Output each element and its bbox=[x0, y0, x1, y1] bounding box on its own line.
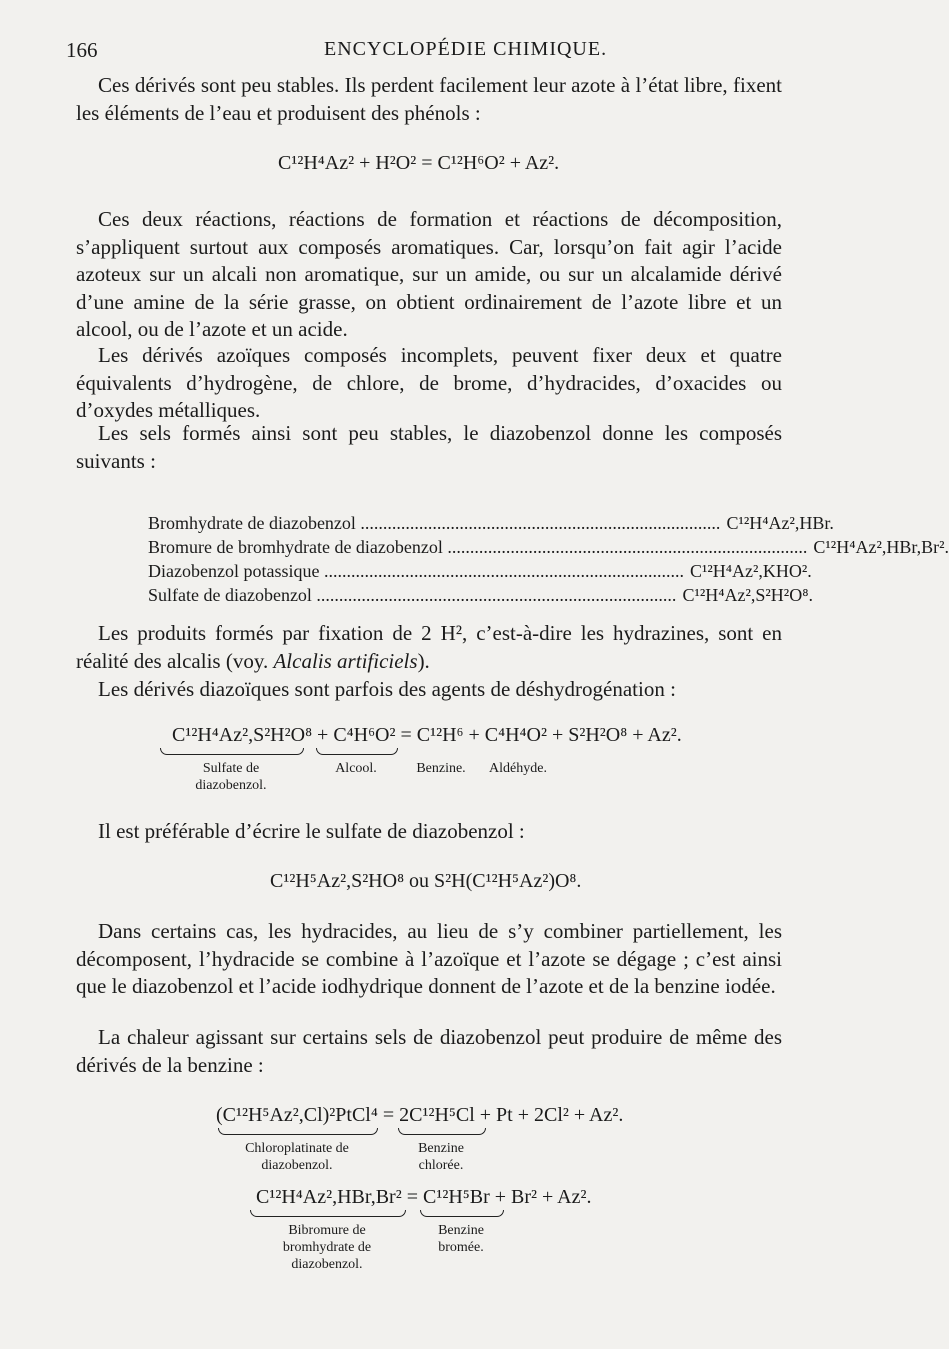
equation-1: C¹²H⁴Az² + H²O² = C¹²H⁶O² + Az². bbox=[278, 152, 560, 174]
label-bibromure: Bibromure de bromhydrate de diazobenzol. bbox=[282, 1223, 372, 1272]
label-aldehyde: Aldéhyde. bbox=[489, 761, 547, 776]
brace bbox=[398, 1128, 486, 1135]
compound-row bbox=[148, 559, 812, 583]
paragraph-8: Dans certains cas, les hydracides, au lieu de s’y combiner partiellement, les décomposent, l’hydracide se combine à l’azoïque et l’azote se dégage ; c’est ainsi que le diazobenzol et l’acide iodhydrique donnent de l’azote et de la benzine iodée. bbox=[76, 919, 782, 998]
paragraph-6: Les dérivés diazoïques sont parfois des agents de déshydrogénation : bbox=[98, 677, 676, 701]
compound-formula: C¹²H⁴Az²,KHO². bbox=[689, 561, 812, 581]
compound-row bbox=[148, 511, 834, 535]
running-title: ENCYCLOPÉDIE CHIMIQUE. bbox=[324, 38, 608, 60]
brace bbox=[250, 1210, 406, 1217]
label-alcool: Alcool. bbox=[335, 761, 377, 776]
label-sulfate: Sulfate de diazobenzol. bbox=[195, 761, 267, 793]
equation-2: C¹²H⁴Az²,S²H²O⁸ + C⁴H⁶O² = C¹²H⁶ + C⁴H⁴O² + S²H²O⁸ + Az². bbox=[172, 724, 682, 746]
compound-formula: C¹²H⁴Az²,HBr,Br². bbox=[813, 537, 949, 557]
brace bbox=[316, 748, 398, 755]
italic-reference: Alcalis artificiels bbox=[273, 648, 418, 673]
brace bbox=[218, 1128, 378, 1135]
page-header bbox=[66, 38, 760, 68]
label-benzine: Benzine. bbox=[416, 761, 466, 776]
paragraph-9: La chaleur agissant sur certains sels de diazobenzol peut produire de même des dérivés de la benzine : bbox=[76, 1025, 782, 1077]
paragraph-4: Les sels formés ainsi sont peu stables, le diazobenzol donne les composés suivants : bbox=[76, 421, 782, 473]
brace bbox=[420, 1210, 504, 1217]
compound-name: Bromure de bromhydrate de diazobenzol ................................................................................ bbox=[148, 537, 808, 557]
paragraph-5: Les produits formés par fixation de 2 H², c’est-à-dire les hydrazines, sont en réalité des alcalis (voy. Alcalis artificiels). bbox=[76, 621, 782, 673]
paragraph-2: Ces deux réactions, réactions de formation et réactions de décomposition, s’appliquent surtout aux composés aromatiques. Car, lorsqu’on fait agir l’acide azoteux sur un alcali non aromatique, sur un amide, ou sur un alcalamide dérivé d’une amine de la série grasse, on obtient ordinairement de l’azote libre et un alcool, ou de l’azote et un acide. bbox=[76, 207, 782, 341]
compound-name: Bromhydrate de diazobenzol ................................................................................ bbox=[148, 513, 721, 533]
equation-4: (C¹²H⁵Az²,Cl)²PtCl⁴ = 2C¹²H⁵Cl + Pt + 2Cl² + Az². bbox=[216, 1104, 624, 1126]
compound-row bbox=[148, 535, 949, 559]
compound-formula: C¹²H⁴Az²,HBr. bbox=[726, 513, 834, 533]
compound-row bbox=[148, 583, 813, 607]
compound-formula: C¹²H⁴Az²,S²H²O⁸. bbox=[682, 585, 813, 605]
compound-name: Diazobenzol potassique ................................................................................ bbox=[148, 561, 684, 581]
label-benzine-bromee: Benzine bromée. bbox=[438, 1223, 484, 1255]
paragraph-3: Les dérivés azoïques composés incomplets, peuvent fixer deux et quatre équivalents d’hydrogène, de chlore, de brome, d’hydracides, d’oxacides ou d’oxydes métalliques. bbox=[76, 343, 782, 422]
brace bbox=[160, 748, 304, 755]
paragraph-7: Il est préférable d’écrire le sulfate de diazobenzol : bbox=[98, 819, 525, 843]
equation-3: C¹²H⁵Az²,S²HO⁸ ou S²H(C¹²H⁵Az²)O⁸. bbox=[270, 870, 582, 892]
compound-name: Sulfate de diazobenzol ................................................................................ bbox=[148, 585, 677, 605]
label-chloroplatinate: Chloroplatinate de diazobenzol. bbox=[245, 1141, 349, 1173]
page-number: 166 bbox=[66, 38, 98, 62]
equation-5: C¹²H⁴Az²,HBr,Br² = C¹²H⁵Br + Br² + Az². bbox=[256, 1186, 592, 1208]
label-benzine-chloree: Benzine chlorée. bbox=[418, 1141, 464, 1173]
paragraph-1: Ces dérivés sont peu stables. Ils perdent facilement leur azote à l’état libre, fixent les éléments de l’eau et produisent des phénols : bbox=[76, 73, 782, 125]
compounds-list bbox=[148, 511, 949, 607]
